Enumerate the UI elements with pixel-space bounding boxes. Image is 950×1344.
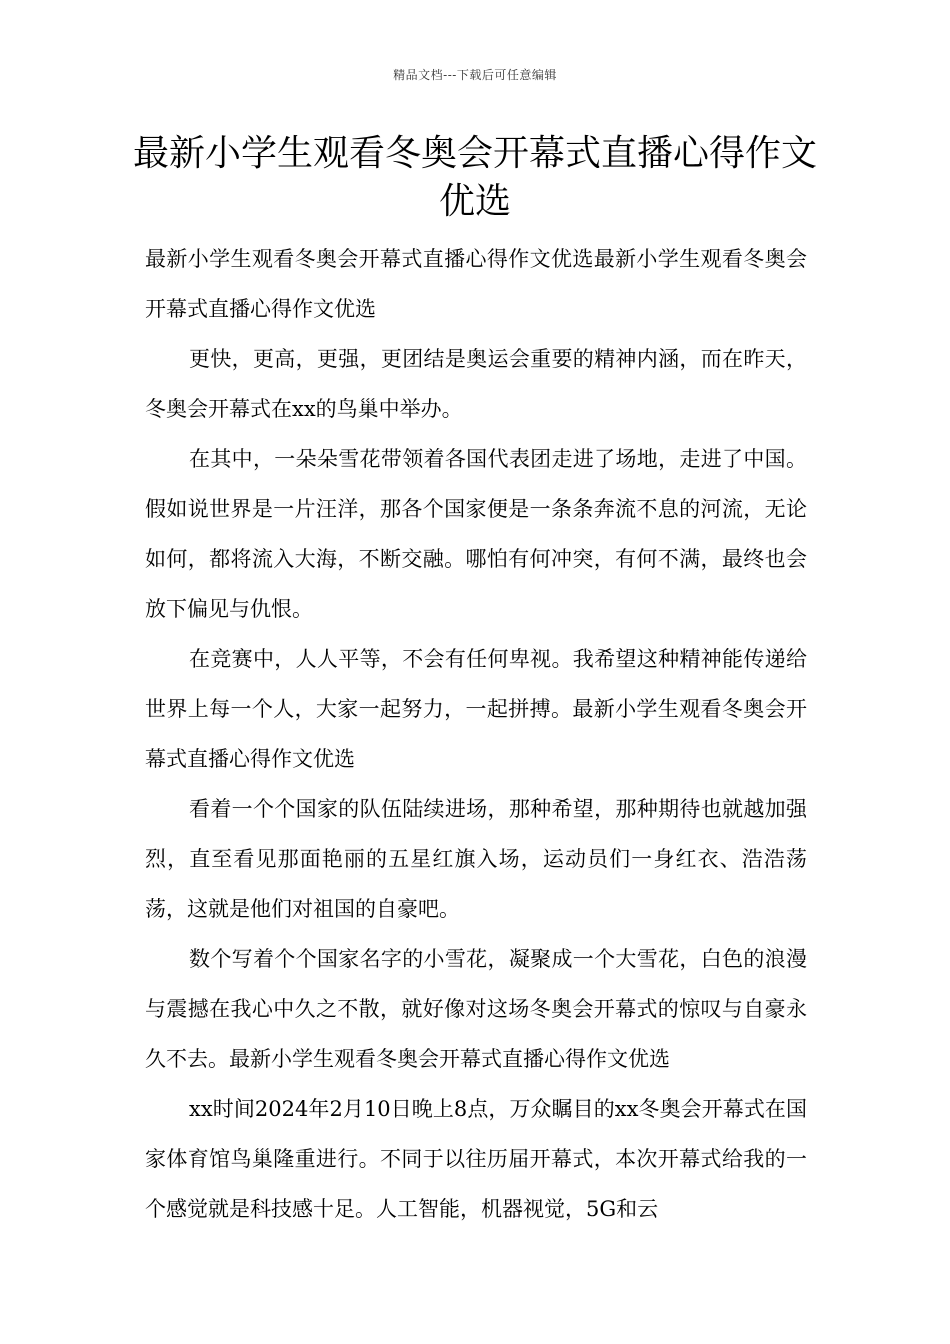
paragraph: 在竞赛中，人人平等，不会有任何卑视。我希望这种精神能传递给世界上每一个人，大家一起努力，一起拼搏。最新小学生观看冬奥会开幕式直播心得作文优选	[145, 647, 807, 771]
paragraph: 在其中，一朵朵雪花带领着各国代表团走进了场地，走进了中国。假如说世界是一片汪洋，那各个国家便是一条条奔流不息的河流，无论如何，都将流入大海，不断交融。哪怕有何冲突，有何不满，最终也会放下偏见与仇恨。	[145, 447, 807, 621]
document-title: 最新小学生观看冬奥会开幕式直播心得作文优选	[132, 133, 817, 222]
header-note: 精品文档---下载后可任意编辑	[393, 68, 557, 82]
paragraph: 最新小学生观看冬奥会开幕式直播心得作文优选最新小学生观看冬奥会开幕式直播心得作文优选	[145, 247, 807, 321]
paragraph: 更快，更高，更强，更团结是奥运会重要的精神内涵，而在昨天，冬奥会开幕式在xx的鸟巢中举办。	[145, 347, 807, 421]
paragraph: 数个写着个个国家名字的小雪花，凝聚成一个大雪花，白色的浪漫与震撼在我心中久之不散，就好像对这场冬奥会开幕式的惊叹与自豪永久不去。最新小学生观看冬奥会开幕式直播心得作文优选	[145, 947, 807, 1071]
paragraph: 看着一个个国家的队伍陆续进场，那种希望，那种期待也就越加强烈，直至看见那面艳丽的五星红旗入场，运动员们一身红衣、浩浩荡荡，这就是他们对祖国的自豪吧。	[145, 797, 807, 921]
document-body	[145, 234, 807, 1234]
paragraph: xx时间2024年2月10日晚上8点，万众瞩目的xx冬奥会开幕式在国家体育馆鸟巢隆重进行。不同于以往历届开幕式，本次开幕式给我的一个感觉就是科技感十足。人工智能，机器视觉，5G和云	[145, 1097, 807, 1221]
